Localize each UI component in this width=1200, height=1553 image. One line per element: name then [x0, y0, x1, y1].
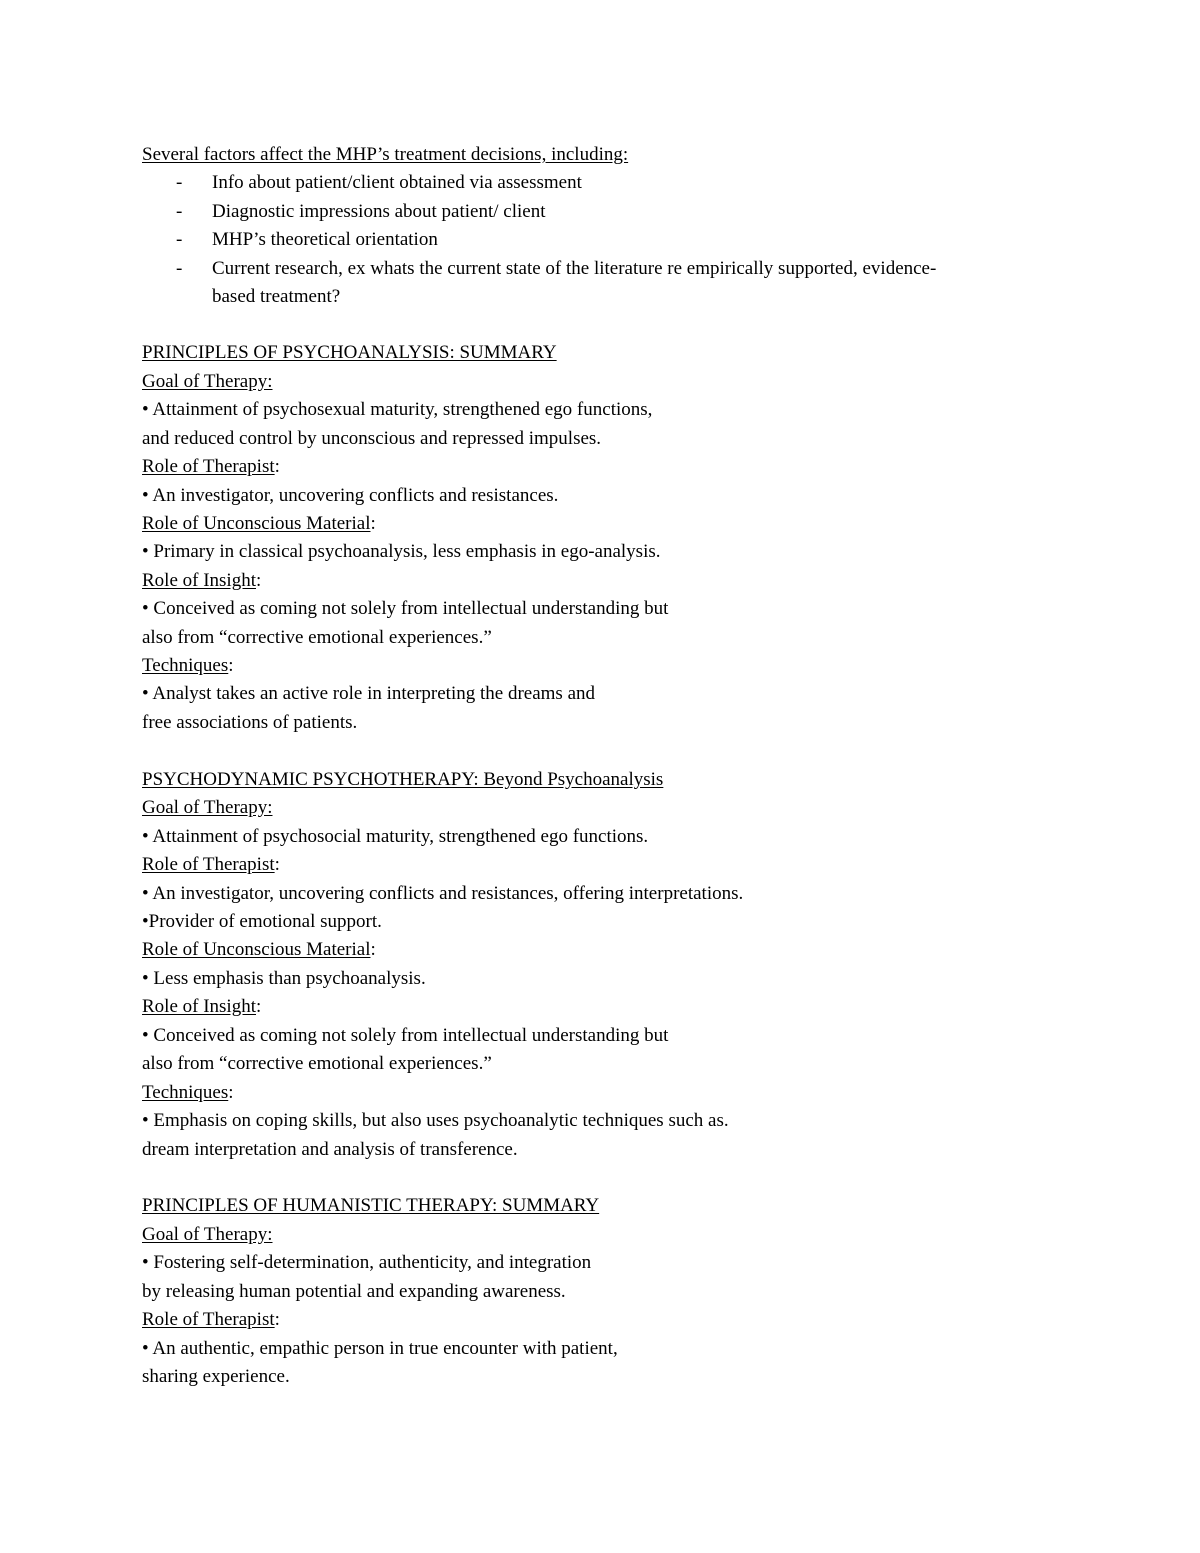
intro-item: Diagnostic impressions about patient/ client [212, 201, 546, 222]
insight-label-text: Role of Insight [142, 570, 256, 591]
colon: : [370, 513, 376, 534]
colon: : [274, 1309, 280, 1330]
colon: : [274, 456, 280, 477]
bullet-text: • Conceived as coming not solely from intellectual understanding but [142, 1025, 669, 1046]
continuation-text: sharing experience. [142, 1366, 290, 1387]
techniques-label-text: Techniques [142, 1082, 229, 1103]
bullet-text: • Fostering self-determination, authenticity, and integration [142, 1252, 592, 1273]
bullet-text: • Attainment of psychosexual maturity, strengthened ego functions, [142, 399, 653, 420]
insight-label-text: Role of Insight [142, 996, 256, 1017]
therapist-label [142, 853, 280, 877]
insight-label [142, 995, 261, 1019]
colon: : [370, 939, 376, 960]
continuation-text: dream interpretation and analysis of transference. [142, 1139, 518, 1160]
continuation-text: and reduced control by unconscious and repressed impulses. [142, 428, 602, 449]
colon: : [228, 1082, 234, 1103]
continuation-text: also from “corrective emotional experiences.” [142, 627, 492, 648]
insight-label [142, 569, 261, 593]
section-title-psychodynamic: PSYCHODYNAMIC PSYCHOTHERAPY: Beyond Psychoanalysis [142, 769, 664, 790]
intro-item: Info about patient/client obtained via assessment [212, 172, 582, 193]
colon: : [256, 996, 262, 1017]
section-title-humanistic: PRINCIPLES OF HUMANISTIC THERAPY: SUMMARY [142, 1195, 600, 1216]
unconscious-label-text: Role of Unconscious Material [142, 513, 371, 534]
continuation-text: by releasing human potential and expanding awareness. [142, 1281, 566, 1302]
bullet-text: • An authentic, empathic person in true encounter with patient, [142, 1338, 618, 1359]
intro-heading: Several factors affect the MHP’s treatment decisions, including: [142, 144, 629, 165]
continuation-text: free associations of patients. [142, 712, 358, 733]
bullet-text: • Emphasis on coping skills, but also uses psychoanalytic techniques such as. [142, 1110, 729, 1131]
goal-label: Goal of Therapy: [142, 371, 273, 392]
bullet-dash: - [176, 201, 183, 222]
bullet-text: • An investigator, uncovering conflicts and resistances, offering interpretations. [142, 883, 744, 904]
continuation-text: also from “corrective emotional experiences.” [142, 1053, 492, 1074]
colon: : [274, 854, 280, 875]
section-title-psychoanalysis: PRINCIPLES OF PSYCHOANALYSIS: SUMMARY [142, 342, 557, 363]
bullet-text: •Provider of emotional support. [142, 911, 382, 932]
therapist-label [142, 1308, 280, 1332]
unconscious-label [142, 512, 376, 536]
colon: : [256, 570, 262, 591]
bullet-text: • Primary in classical psychoanalysis, less emphasis in ego-analysis. [142, 541, 661, 562]
therapist-label-text: Role of Therapist [142, 456, 275, 477]
bullet-dash: - [176, 229, 183, 250]
techniques-label [142, 654, 234, 678]
intro-item-continuation: based treatment? [212, 286, 341, 307]
goal-label: Goal of Therapy: [142, 1224, 273, 1245]
bullet-text: • Conceived as coming not solely from intellectual understanding but [142, 598, 669, 619]
bullet-text: • Analyst takes an active role in interpreting the dreams and [142, 683, 596, 704]
therapist-label-text: Role of Therapist [142, 1309, 275, 1330]
intro-item: Current research, ex whats the current state of the literature re empirically supported, evidence- [212, 258, 937, 279]
therapist-label [142, 455, 280, 479]
techniques-label-text: Techniques [142, 655, 229, 676]
bullet-dash: - [176, 258, 183, 279]
techniques-label [142, 1081, 234, 1105]
bullet-text: • Less emphasis than psychoanalysis. [142, 968, 426, 989]
colon: : [228, 655, 234, 676]
bullet-dash: - [176, 172, 183, 193]
therapist-label-text: Role of Therapist [142, 854, 275, 875]
unconscious-label-text: Role of Unconscious Material [142, 939, 371, 960]
bullet-text: • An investigator, uncovering conflicts and resistances. [142, 485, 559, 506]
goal-label: Goal of Therapy: [142, 797, 273, 818]
unconscious-label [142, 938, 376, 962]
bullet-text: • Attainment of psychosocial maturity, strengthened ego functions. [142, 826, 649, 847]
intro-item: MHP’s theoretical orientation [212, 229, 438, 250]
